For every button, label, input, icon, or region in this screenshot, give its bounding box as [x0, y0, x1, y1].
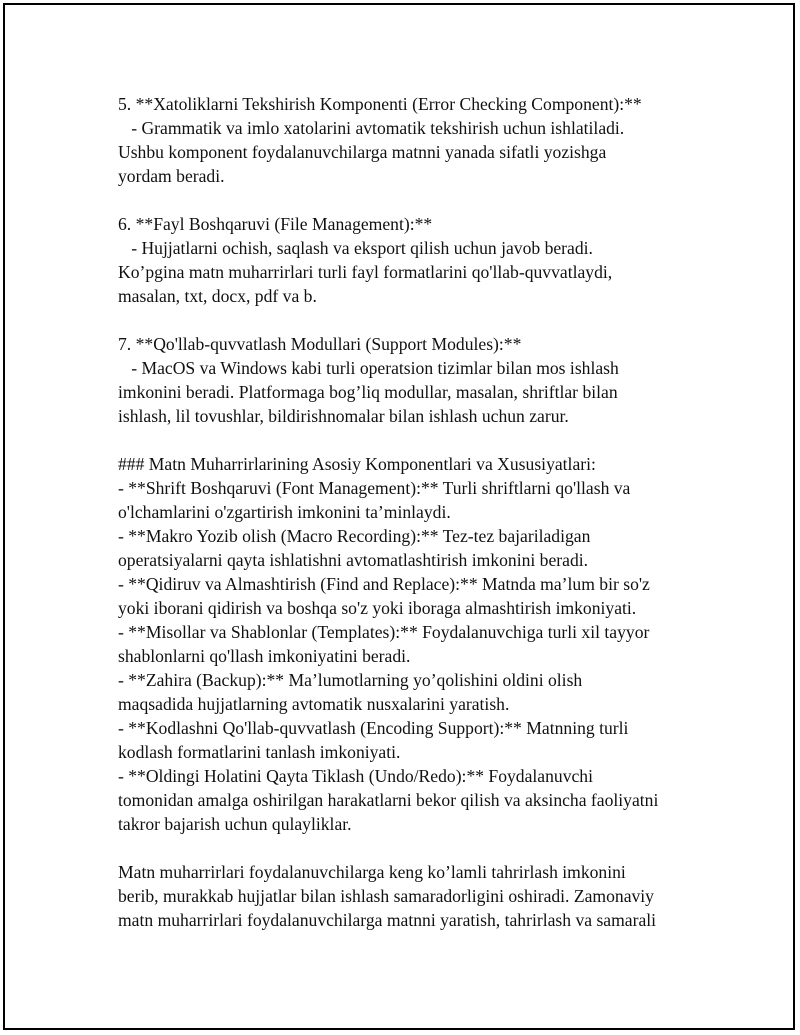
blank-line: [118, 308, 718, 332]
text-line: kodlash formatlarini tanlash imkoniyati.: [118, 742, 401, 762]
text-line: - Grammatik va imlo xatolarini avtomatik tekshirish uchun ishlatiladi.: [118, 118, 625, 138]
text-line: o'lchamlarini o'zgartirish imkonini ta’minlaydi.: [118, 502, 451, 522]
text-line: shablonlarni qo'llash imkoniyatini beradi.: [118, 646, 411, 666]
blank-line: [118, 836, 718, 860]
text-line: masalan, txt, docx, pdf va b.: [118, 286, 317, 306]
text-line: - Hujjatlarni ochish, saqlash va eksport qilish uchun javob beradi.: [118, 238, 593, 258]
text-line: - **Misollar va Shablonlar (Templates):** Foydalanuvchiga turli xil tayyor: [118, 622, 650, 642]
text-line: 7. **Qo'llab-quvvatlash Modullari (Support Modules):**: [118, 334, 522, 354]
text-line: ishlash, lil tovushlar, bildirishnomalar bilan ishlash uchun zarur.: [118, 406, 569, 426]
blank-line: [118, 428, 718, 452]
text-line: - **Kodlashni Qo'llab-quvvatlash (Encoding Support):** Matnning turli: [118, 718, 629, 738]
text-line: - **Makro Yozib olish (Macro Recording):** Tez-tez bajariladigan: [118, 526, 591, 546]
text-line: Matn muharrirlari foydalanuvchilarga keng ko’lamli tahrirlash imkonini: [118, 862, 626, 882]
text-line: yordam beradi.: [118, 166, 225, 186]
text-line: yoki iborani qidirish va boshqa so'z yoki iboraga almashtirish imkoniyati.: [118, 598, 637, 618]
text-line: ### Matn Muharrirlarining Asosiy Komponentlari va Xususiyatlari:: [118, 454, 596, 474]
text-line: 6. **Fayl Boshqaruvi (File Management):**: [118, 214, 433, 234]
text-line: takror bajarish uchun qulayliklar.: [118, 814, 352, 834]
blank-line: [118, 188, 718, 212]
text-line: - MacOS va Windows kabi turli operatsion tizimlar bilan mos ishlash: [118, 358, 619, 378]
text-line: matn muharrirlari foydalanuvchilarga matnni yaratish, tahrirlash va samarali: [118, 910, 657, 930]
text-line: operatsiyalarni qayta ishlatishni avtomatlashtirish imkonini beradi.: [118, 550, 589, 570]
text-line: berib, murakkab hujjatlar bilan ishlash samaradorligini oshiradi. Zamonaviy: [118, 886, 654, 906]
text-line: Ko’pgina matn muharrirlari turli fayl formatlarini qo'llab-quvvatlaydi,: [118, 262, 613, 282]
text-line: - **Oldingi Holatini Qayta Tiklash (Undo/Redo):** Foydalanuvchi: [118, 766, 593, 786]
text-line: - **Qidiruv va Almashtirish (Find and Replace):** Matnda ma’lum bir so'z: [118, 574, 650, 594]
text-line: - **Zahira (Backup):** Ma’lumotlarning yo’qolishini oldini olish: [118, 670, 583, 690]
text-line: 5. **Xatoliklarni Tekshirish Komponenti (Error Checking Component):**: [118, 94, 642, 114]
text-line: Ushbu komponent foydalanuvchilarga matnni yanada sifatli yozishga: [118, 142, 607, 162]
text-line: maqsadida hujjatlarning avtomatik nusxalarini yaratish.: [118, 694, 510, 714]
text-line: tomonidan amalga oshirilgan harakatlarni bekor qilish va aksincha faoliyatni: [118, 790, 659, 810]
text-line: - **Shrift Boshqaruvi (Font Management):** Turli shriftlarni qo'llash va: [118, 478, 631, 498]
text-line: imkonini beradi. Platformaga bog’liq modullar, masalan, shriftlar bilan: [118, 382, 618, 402]
document-body: [118, 92, 718, 932]
